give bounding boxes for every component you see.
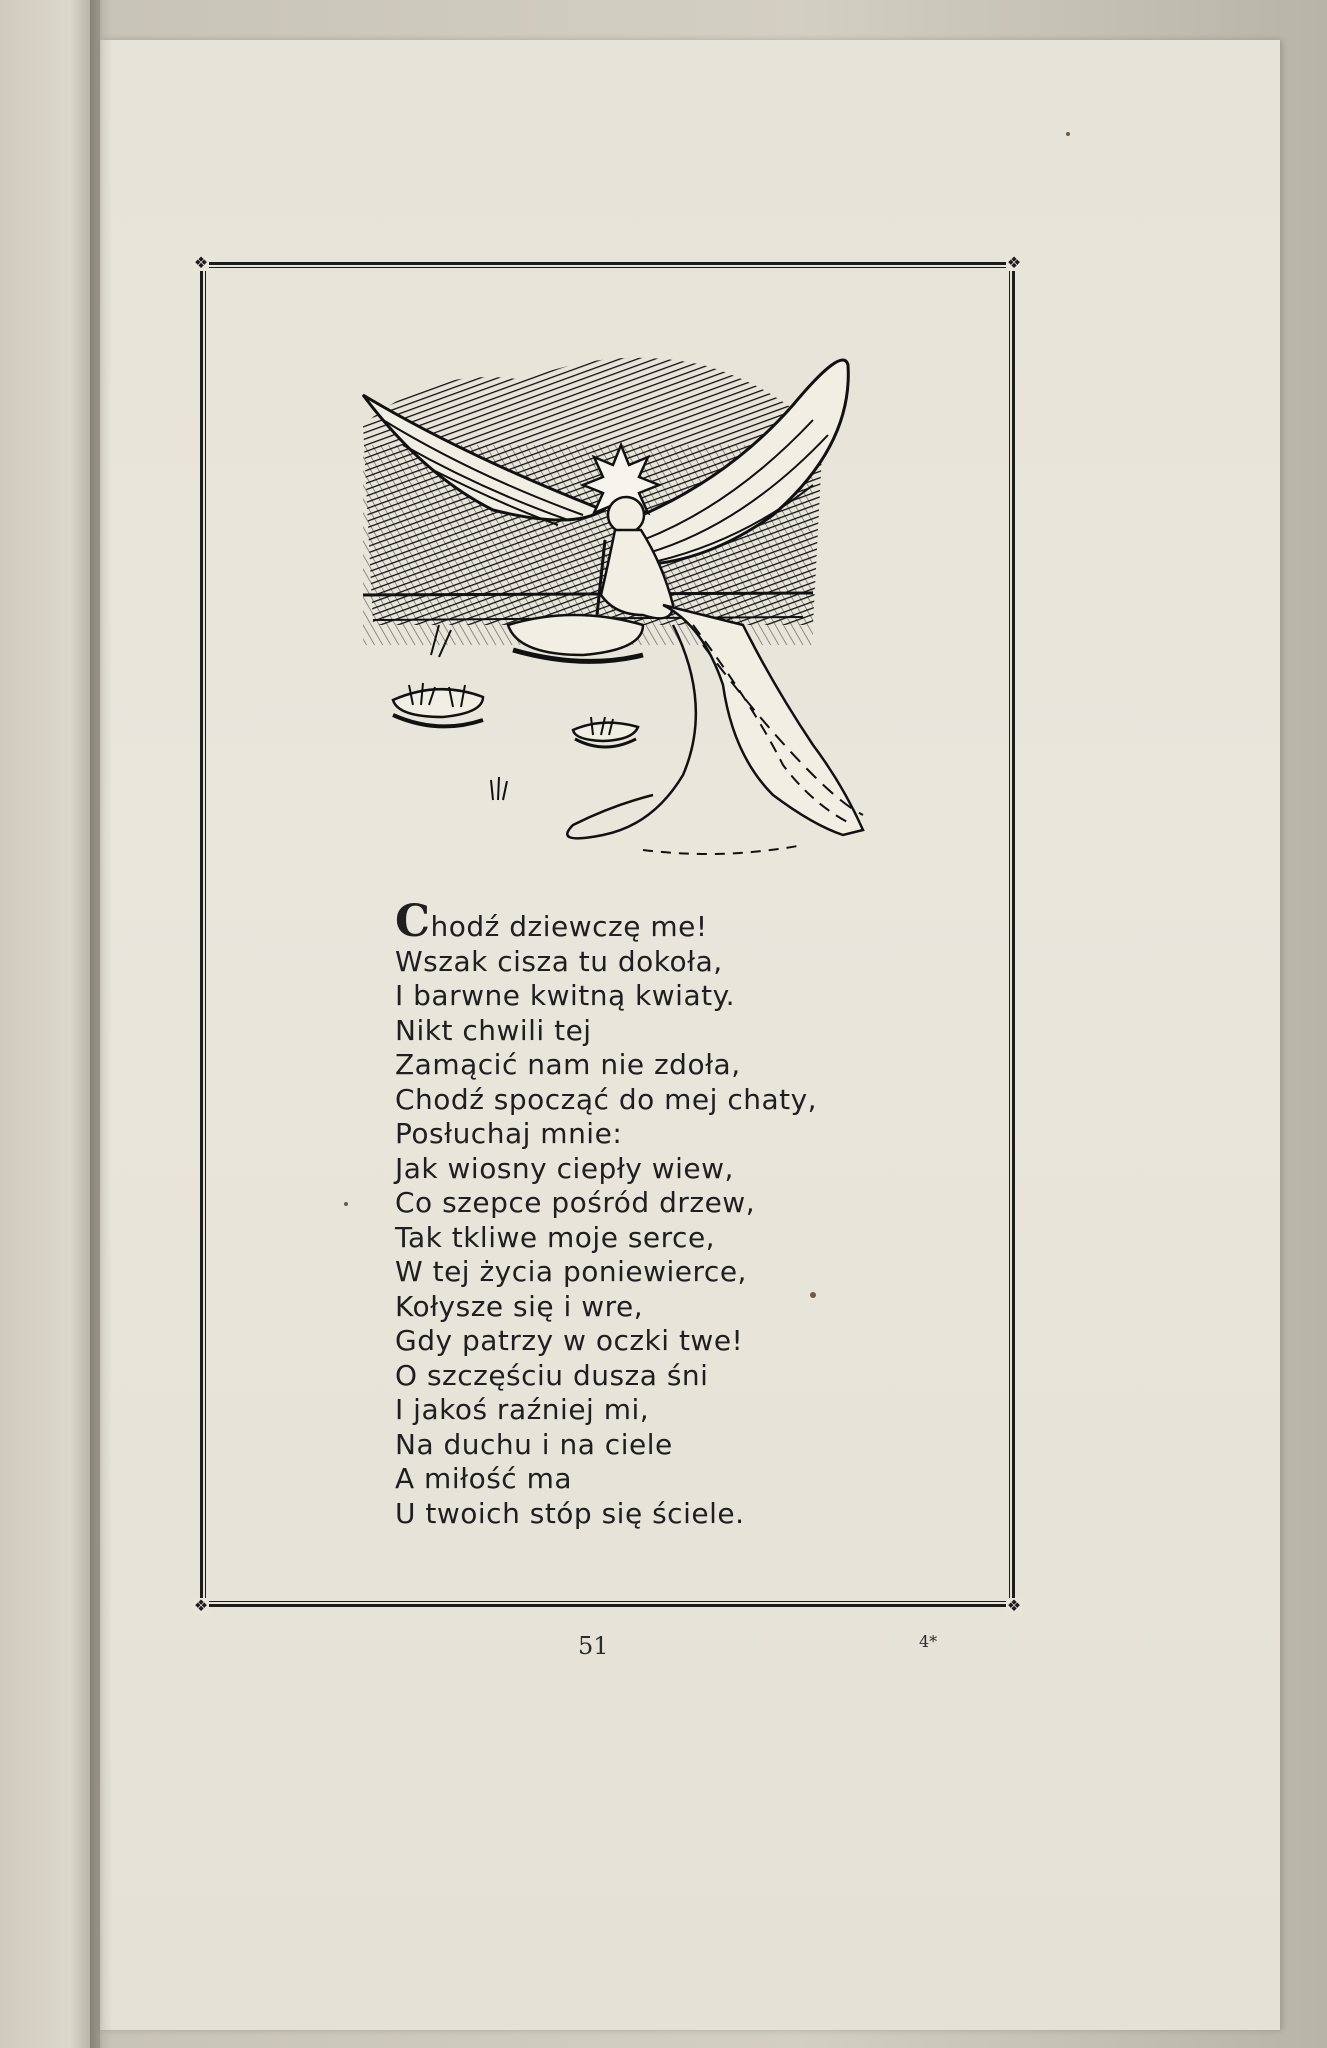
ornamental-frame bbox=[193, 253, 1022, 1615]
drop-initial: C bbox=[395, 896, 431, 947]
poem-line: Jak wiosny ciepły wiew, bbox=[395, 1151, 734, 1185]
book-page bbox=[100, 40, 1280, 2030]
corner-ornament-icon: ❖ bbox=[193, 253, 209, 272]
paper-speck bbox=[1066, 132, 1070, 136]
facing-page-edge bbox=[0, 0, 100, 2048]
poem-line: Tak tkliwe moje serce, bbox=[395, 1220, 716, 1254]
poem-line: O szczęściu dusza śni bbox=[395, 1358, 709, 1392]
poem-line: Co szepce pośród drzew, bbox=[395, 1186, 756, 1219]
winged-figure-illustration bbox=[343, 325, 903, 905]
poem-line: A miłość ma bbox=[395, 1462, 573, 1495]
page-number: 51 bbox=[578, 1632, 609, 1660]
poem-line: Kołysze się i wre, bbox=[395, 1289, 644, 1323]
corner-ornament-icon: ❖ bbox=[193, 1596, 209, 1615]
poem-line: I jakoś raźniej mi, bbox=[395, 1393, 650, 1426]
poem-line bbox=[395, 896, 817, 947]
corner-ornament-icon: ❖ bbox=[1006, 1596, 1022, 1615]
corner-ornament-icon: ❖ bbox=[1006, 253, 1022, 272]
poem-line-text: hodź dziewczę me! bbox=[430, 910, 708, 943]
poem-text bbox=[395, 896, 818, 1531]
poem-line: W tej życia poniewierce, bbox=[395, 1255, 747, 1288]
poem-line: Gdy patrzy w oczki twe! bbox=[395, 1324, 744, 1357]
poem-line: Zamącić nam nie zdoła, bbox=[395, 1048, 741, 1081]
paper-speck bbox=[344, 1202, 348, 1206]
poem-line: Posłuchaj mnie: bbox=[395, 1117, 623, 1150]
signature-mark: 4* bbox=[919, 1632, 938, 1651]
poem-line: Nikt chwili tej bbox=[395, 1013, 592, 1047]
poem-line: I barwne kwitną kwiaty. bbox=[395, 979, 736, 1012]
book-gutter-shadow bbox=[90, 0, 112, 2048]
poem-line: Na duchu i na ciele bbox=[395, 1427, 673, 1461]
paper-speck bbox=[810, 1292, 816, 1298]
poem-line: U twoich stóp się ściele. bbox=[395, 1496, 745, 1530]
poem-line: Wszak cisza tu dokoła, bbox=[395, 944, 723, 978]
poem-line: Chodź spocząć do mej chaty, bbox=[395, 1082, 818, 1116]
